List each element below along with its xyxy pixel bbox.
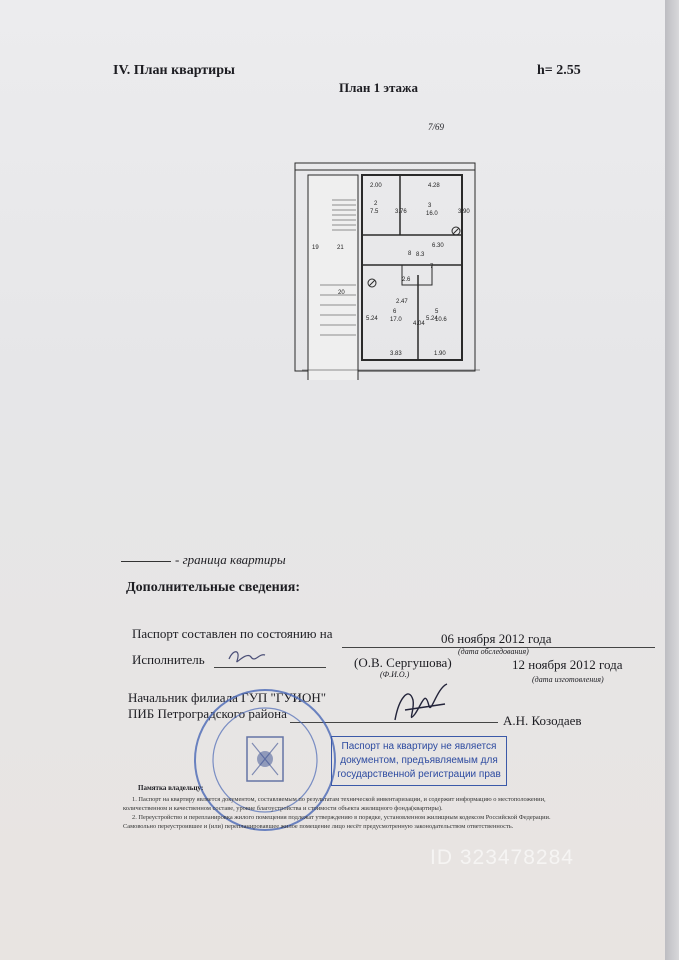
- dim-label: 4.04: [413, 321, 425, 327]
- memo-line: количественном и качественном составе, уровне благоустройства и стоимости объекта жилищного фонда(квартиры).: [123, 805, 443, 812]
- boundary-legend-label: - граница квартиры: [175, 552, 286, 567]
- ceiling-height: h= 2.55: [537, 63, 581, 78]
- made-date: 12 ноября 2012 года: [512, 657, 623, 672]
- dim-label: 4.28: [428, 183, 440, 189]
- room-area: 7.5: [370, 209, 379, 215]
- dim-label: 2.6: [402, 277, 411, 283]
- dim-label: 6.30: [432, 243, 444, 249]
- chief-name: А.Н. Козодаев: [503, 713, 582, 728]
- room-number: 3: [428, 203, 432, 209]
- section-title: IV. План квартиры: [113, 63, 235, 78]
- dim-label: 3.83: [390, 351, 402, 357]
- floor-plan-drawing: [290, 155, 495, 380]
- room-number: 2: [374, 201, 378, 207]
- room-number: 20: [338, 290, 345, 296]
- chief-signature: [385, 680, 465, 728]
- stamp-line: Паспорт на квартиру не является: [341, 741, 497, 752]
- executor-signature: [225, 647, 267, 667]
- underlying-page-edge: [665, 0, 679, 960]
- memo-line: Самовольно переустроившее и (или) перепланировавшее жилое помещение лицо несёт предусмотренную законодательством ответственность.: [123, 823, 514, 830]
- executor-name: (О.В. Сергушова): [354, 655, 452, 670]
- made-date-caption: (дата изготовления): [532, 675, 604, 684]
- dim-label: 5.24: [366, 316, 378, 322]
- executor-label: Исполнитель: [132, 652, 205, 667]
- dim-label: 1.90: [434, 351, 446, 357]
- room-area: 16.0: [426, 211, 438, 217]
- dim-label: 2.00: [370, 183, 382, 189]
- handwritten-mark: 7/69: [428, 122, 445, 132]
- executor-sign-line: [214, 667, 326, 668]
- boundary-legend-line: [121, 561, 171, 562]
- dim-label: 3.76: [395, 209, 407, 215]
- watermark: ID 323478284: [430, 846, 574, 869]
- room-number: 8: [408, 251, 412, 257]
- dim-label: 5.24: [426, 316, 438, 322]
- room-area: 17.0: [390, 317, 402, 323]
- dim-label: 3.90: [458, 209, 470, 215]
- extra-info-title: Дополнительные сведения:: [126, 580, 301, 595]
- room-number: 5: [435, 309, 439, 315]
- stamp-line: государственной регистрации прав: [337, 769, 501, 780]
- room-number: 19: [312, 245, 319, 251]
- survey-date-caption: (дата обследования): [458, 647, 529, 656]
- fio-caption: (Ф.И.О.): [380, 670, 410, 679]
- room-number: 6: [393, 309, 397, 315]
- memo-line: 2. Переустройство и перепланировка жилого помещения подлежат утверждению в порядке, установленном жилищным кодексом Российской Федерации.: [132, 814, 551, 821]
- chief-title-line1: Начальник филиала ГУП "ГУИОН": [128, 690, 327, 705]
- memo-line: 1. Паспорт на квартиру является документом, составляемым по результатам технической инвентаризации, и содержит информацию о местоположении,: [132, 796, 546, 803]
- dim-label: 2.47: [396, 299, 408, 305]
- registration-notice-stamp: [331, 736, 507, 786]
- chief-title-line2: ПИБ Петроградского района: [128, 706, 287, 721]
- memo-title: Памятка владельцу:: [138, 784, 204, 792]
- room-area: 10.6: [435, 317, 447, 323]
- passport-label: Паспорт составлен по состоянию на: [132, 626, 333, 641]
- room-area: 8.3: [416, 252, 425, 258]
- room-number: 21: [337, 245, 344, 251]
- stamp-line: документом, предъявляемым для: [340, 755, 498, 766]
- room-number: 7: [430, 264, 434, 270]
- survey-date: 06 ноября 2012 года: [441, 631, 552, 646]
- plan-title: План 1 этажа: [339, 80, 418, 95]
